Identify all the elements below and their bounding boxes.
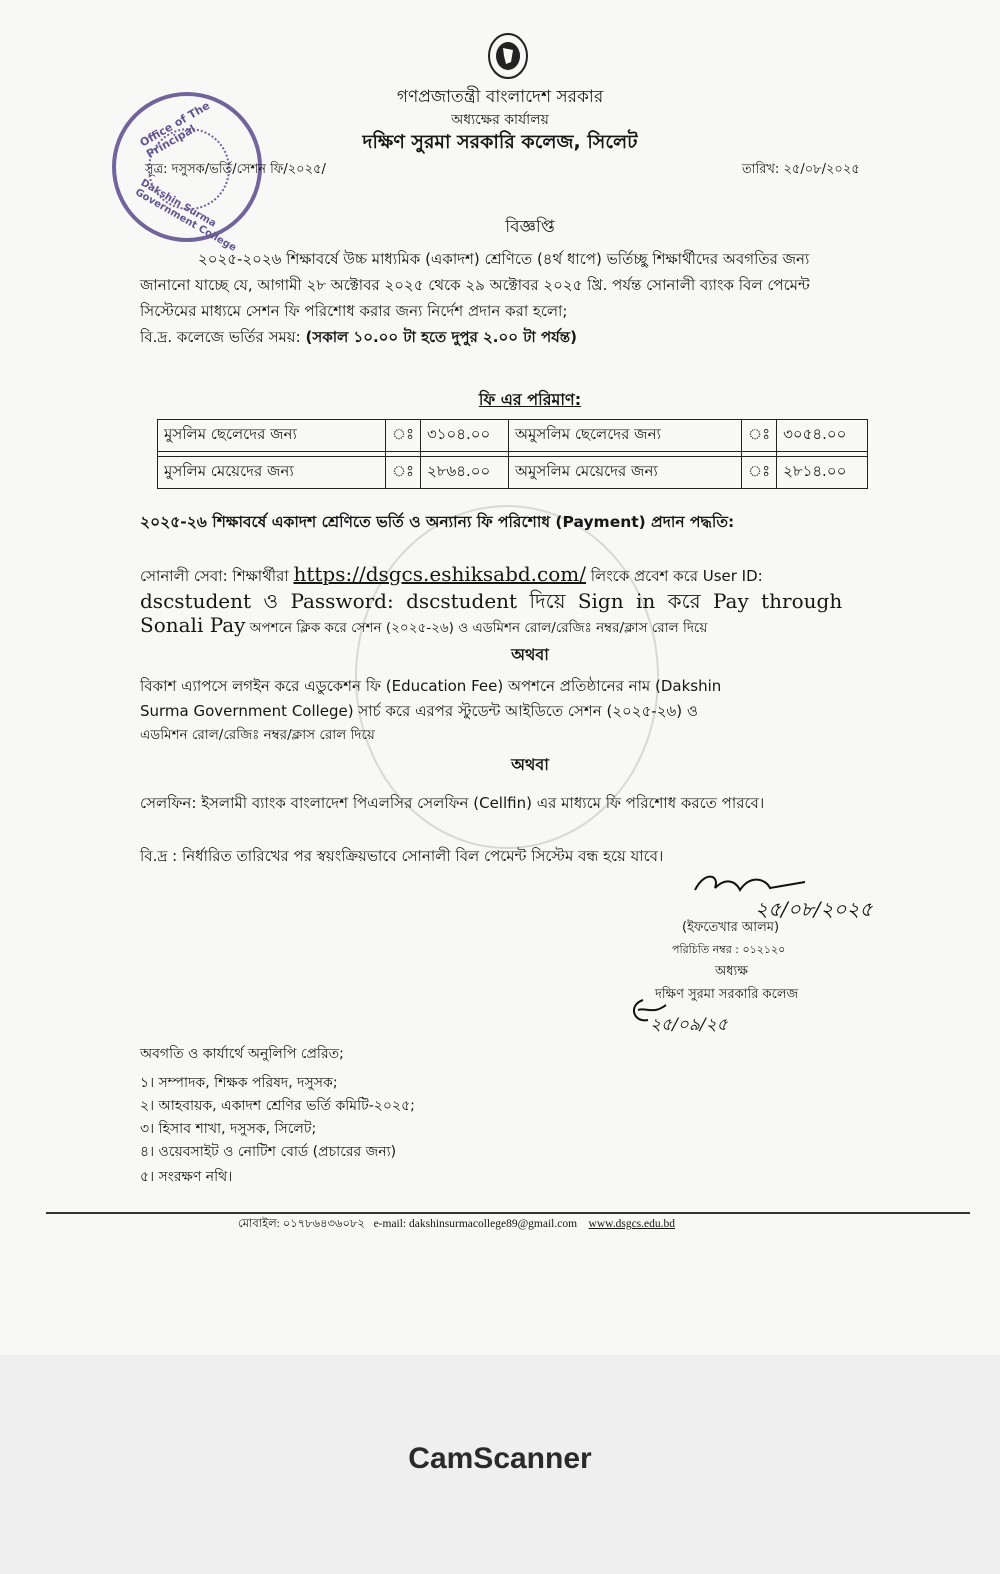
camscanner-brand: CamScanner — [408, 1442, 592, 1475]
admission-time-note — [140, 326, 577, 351]
payment-method-title: ২০২৫-২৬ শিক্ষাবর্ষে একাদশ শ্রেণিতে ভর্তি ও অন্যান্য ফি পরিশোধ (Payment) প্রদান পদ্ধতি: — [140, 513, 735, 531]
office-title: অধ্যক্ষের কার্যালয় — [451, 112, 549, 128]
signatory-designation: অধ্যক্ষ — [715, 964, 748, 979]
second-signature-date: ২৫/০৯/২৫ — [650, 1015, 728, 1035]
note-label: বি.দ্র. কলেজে ভর্তির সময়: — [140, 328, 306, 346]
mobile-number: মোবাইল: ০১৭৮৬৪৩৬০৮২ — [238, 1218, 365, 1230]
bkash-line-2: Surma Government College) সার্চ করে এরপর স্টুডেন্ট আইডিতে সেশন (২০২৫-২৬) ও — [140, 702, 698, 720]
website-link[interactable]: www.dsgcs.edu.bd — [588, 1218, 675, 1230]
college-title: দক্ষিণ সুরমা সরকারি কলেজ, সিলেট — [362, 131, 638, 153]
closing-note: বি.দ্র : নির্ধারিত তারিখের পর স্বয়ংক্রিয়ভাবে সোনালী বিল পেমেন্ট সিস্টেম বন্ধ হয়ে যাবে। — [140, 847, 664, 865]
fee-label: মুসলিম ছেলেদের জন্য — [158, 420, 386, 452]
separator: ঃ — [386, 457, 421, 489]
principal-office-stamp: Office of The Principal Dakshin Surma Government College — [112, 92, 262, 242]
sonali-line-1 — [140, 562, 763, 590]
notice-title: বিজ্ঞপ্তি — [505, 217, 555, 237]
reference-number: সূত্র: দসুসক/ভর্তি/সেশন ফি/২০২৫/ — [145, 162, 326, 177]
or-divider: অথবা — [511, 645, 549, 664]
notice-date: তারিখ: ২৫/০৮/২০২৫ — [742, 162, 860, 177]
copies-heading: অবগতি ও কার্যার্থে অনুলিপি প্রেরিত; — [140, 1046, 344, 1062]
government-title: গণপ্রজাতন্ত্রী বাংলাদেশ সরকার — [396, 87, 604, 107]
eshiksa-link[interactable]: https://dsgcs.eshiksabd.com/ — [293, 562, 586, 586]
signatory-id: পরিচিতি নম্বর : ০১২১২০ — [672, 943, 786, 956]
copy-item: ১। সম্পাদক, শিক্ষক পরিষদ, দসুসক; — [140, 1075, 338, 1091]
sonali-line-3 — [140, 613, 707, 640]
signature-date: ২৫/০৮/২০২৫ — [755, 897, 873, 921]
cellfin-instruction: সেলফিন: ইসলামী ব্যাংক বাংলাদেশ পিএলসির সেলফিন (Cellfin) এর মাধ্যমে ফি পরিশোধ করতে পারবে। — [140, 794, 765, 812]
notice-line-3: সিস্টেমের মাধ্যমে সেশন ফি পরিশোধ করার জন্য নির্দেশ প্রদান করা হলো; — [140, 302, 568, 320]
separator: ঃ — [742, 420, 777, 452]
email-address: e-mail: dakshinsurmacollege89@gmail.com — [373, 1218, 578, 1230]
or-divider: অথবা — [511, 755, 549, 774]
signatory-name: (ইফতেখার আলম) — [682, 920, 780, 935]
admission-time: (সকাল ১০.০০ টা হতে দুপুর ২.০০ টা পর্যন্ত) — [305, 328, 577, 346]
fee-amount: ২৮১৪.০০ — [777, 457, 868, 489]
fee-table — [157, 419, 868, 489]
fee-label: অমুসলিম মেয়েদের জন্য — [509, 457, 742, 489]
signatory-college: দক্ষিণ সুরমা সরকারি কলেজ — [655, 987, 799, 1002]
table-row — [158, 420, 868, 452]
copy-item: ৩। হিসাব শাখা, দসুসক, সিলেট; — [140, 1121, 317, 1137]
sonali-line-2: dscstudent ও Password: dscstudent দিয়ে Sign in করে Pay through — [140, 589, 843, 613]
notice-line-1: ২০২৫-২০২৬ শিক্ষাবর্ষে উচ্চ মাধ্যমিক (একাদশ) শ্রেণিতে (৪র্থ ধাপে) ভর্তিচ্ছু শিক্ষার্থীদের অবগতির জন্য — [198, 250, 810, 268]
fee-amount: ৩০৫৪.০০ — [777, 420, 868, 452]
contact-info — [238, 1215, 675, 1234]
fee-label: মুসলিম মেয়েদের জন্য — [158, 457, 386, 489]
footer-divider — [46, 1212, 970, 1214]
fee-label: অমুসলিম ছেলেদের জন্য — [509, 420, 742, 452]
fee-amount: ৩১০৪.০০ — [421, 420, 509, 452]
sonali-pay: Sonali Pay — [140, 613, 246, 637]
table-row — [158, 457, 868, 489]
sonali-text: লিংকে প্রবেশ করে User ID: — [585, 567, 763, 585]
sonali-label: সোনালী সেবা: শিক্ষার্থীরা — [140, 567, 294, 585]
bkash-line-1: বিকাশ এ্যাপসে লগইন করে এডুকেশন ফি (Education Fee) অপশনে প্রতিষ্ঠানের নাম (Dakshin — [140, 677, 722, 695]
government-emblem-icon — [486, 32, 530, 80]
bkash-line-3: এডমিশন রোল/রেজিঃ নম্বর/ক্লাস রোল দিয়ে — [140, 727, 375, 743]
copy-item: ৪। ওয়েবসাইট ও নোটিশ বোর্ড (প্রচারের জন্য) — [140, 1144, 397, 1160]
separator: ঃ — [742, 457, 777, 489]
copy-item: ২। আহবায়ক, একাদশ শ্রেণির ভর্তি কমিটি-২০২৫; — [140, 1098, 415, 1114]
sonali-instruction: অপশনে ক্লিক করে সেশন (২০২৫-২৬) ও এডমিশন রোল/রেজিঃ নম্বর/ক্লাস রোল দিয়ে — [245, 620, 708, 636]
fee-amount: ২৮৬৪.০০ — [421, 457, 509, 489]
notice-line-2: জানানো যাচ্ছে যে, আগামী ২৮ অক্টোবর ২০২৫ থেকে ২৯ অক্টোবর ২০২৫ খ্রি. পর্যন্ত সোনালী ব্যাংক বিল পেমেন্ট — [140, 276, 810, 294]
fee-table-title: ফি এর পরিমাণ: — [478, 390, 582, 409]
copy-item: ৫। সংরক্ষণ নথি। — [140, 1169, 233, 1185]
separator: ঃ — [386, 420, 421, 452]
